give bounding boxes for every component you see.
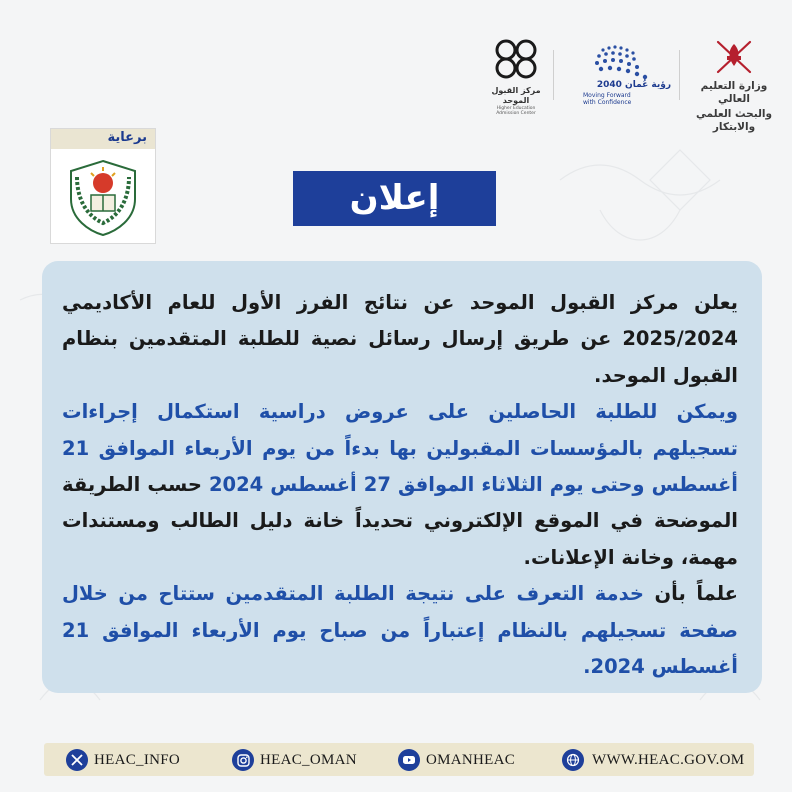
header-divider <box>553 50 554 100</box>
x-icon <box>66 749 88 771</box>
footer-x-link[interactable] <box>66 748 180 772</box>
instagram-handle: HEAC_OMAN <box>260 751 357 768</box>
vision-tagline-line1: Moving Forward <box>583 92 631 99</box>
header-divider <box>679 50 680 100</box>
ministry-logo <box>684 38 784 133</box>
ministry-name-line1: وزارة التعليم العالي <box>700 80 768 105</box>
footer-bar <box>44 743 754 776</box>
website-url: WWW.HEAC.GOV.OM <box>592 751 745 768</box>
vision-tagline-en <box>583 92 631 106</box>
oman-vision-logo <box>573 40 677 106</box>
admission-center-emblem-icon <box>490 36 542 82</box>
sponsorship-bar <box>51 129 155 149</box>
announcement-text <box>62 285 738 685</box>
youtube-icon <box>398 749 420 771</box>
announcement-card <box>42 261 762 693</box>
announcement-title-box <box>293 171 496 226</box>
paragraph-3-highlight: خدمة التعرف على نتيجة الطلبة المتقدمين ستتاح من خلال صفحة تسجيلهم بالنظام إعتباراً من صباح يوم الأربعاء الموافق 21 أغسطس 2024. <box>62 582 738 679</box>
paragraph-1: يعلن مركز القبول الموحد عن نتائج الفرز الأول للعام الأكاديمي 2025/2024 عن طريق إرسال رسائل نصية للطلبة المتقدمين بنظام القبول الموحد. <box>62 291 738 387</box>
sponsorship-box <box>50 128 156 244</box>
footer-youtube-link[interactable] <box>398 748 515 772</box>
khanjar-emblem-icon <box>712 38 756 78</box>
paragraph-3-lead: علماً بأن <box>643 582 738 606</box>
admission-center-name-ar: مركز القبول الموحد <box>491 86 541 105</box>
paragraph-2-highlight: ويمكن للطلبة الحاصلين على عروض دراسية استكمال إجراءات تسجيلهم بالمؤسسات المقبولين بها بدءاً من يوم الأربعاء الموافق 21 أغسطس وحتى يوم الثلاثاء الموافق 27 أغسطس 2024 <box>62 400 738 497</box>
vision-title-ar: رؤية عُمان 2040 <box>596 80 671 90</box>
footer-website-link[interactable] <box>562 748 744 772</box>
admission-center-logo <box>486 36 546 116</box>
globe-icon <box>562 749 584 771</box>
footer-instagram-link[interactable] <box>232 748 357 772</box>
sponsorship-label: برعاية <box>107 130 147 145</box>
youtube-handle: OMANHEAC <box>426 751 516 768</box>
x-handle: HEAC_INFO <box>94 751 181 768</box>
paragraph-2-rest: حسب الطريقة الموضحة في الموقع الإلكتروني تحديداً خانة دليل الطالب ومستندات مهمة، وخانة الإعلانات. <box>62 473 738 569</box>
announcement-title: إعلان <box>349 178 440 218</box>
ministry-name-line2: والبحث العلمي والابتكار <box>695 108 773 133</box>
instagram-icon <box>232 749 254 771</box>
vision-tagline-line2: with Confidence <box>583 99 632 106</box>
sponsor-emblem-icon <box>65 157 141 237</box>
admission-center-name-en: Higher Education Admission Center <box>496 106 536 116</box>
